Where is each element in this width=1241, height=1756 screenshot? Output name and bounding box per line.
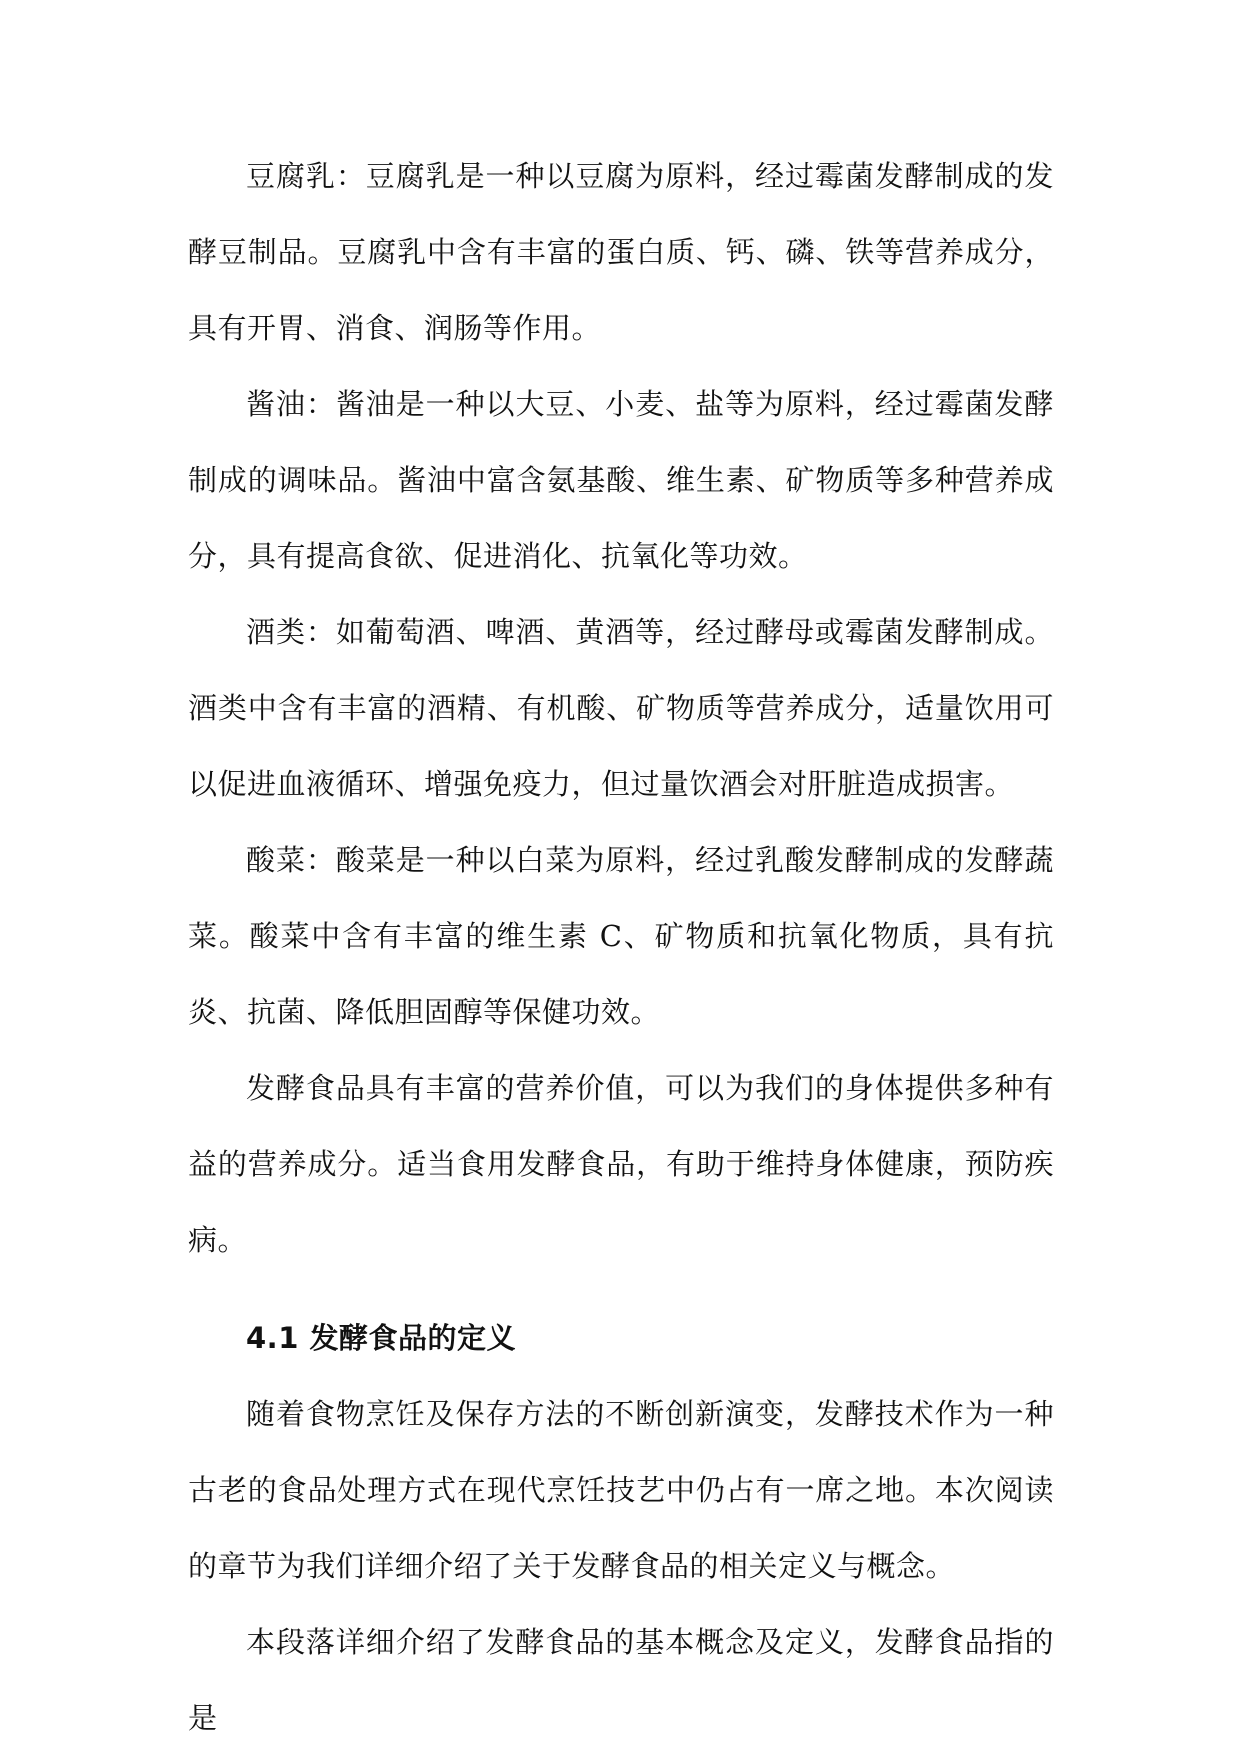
paragraph-alcohol: 酒类：如葡萄酒、啤酒、黄酒等，经过酵母或霉菌发酵制成。酒类中含有丰富的酒精、有机酸、矿物质等营养成分，适量饮用可以促进血液循环、增强免疫力，但过量饮酒会对肝脏造成损害。	[188, 615, 1054, 801]
document-body	[188, 138, 1054, 1756]
paragraph-definition: 本段落详细介绍了发酵食品的基本概念及定义，发酵食品指的是	[188, 1625, 1054, 1735]
paragraph-intro: 随着食物烹饪及保存方法的不断创新演变，发酵技术作为一种古老的食品处理方式在现代烹饪技艺中仍占有一席之地。本次阅读的章节为我们详细介绍了关于发酵食品的相关定义与概念。	[188, 1397, 1054, 1583]
section-heading: 4.1 发酵食品的定义	[246, 1321, 516, 1355]
paragraph-soy-sauce: 酱油：酱油是一种以大豆、小麦、盐等为原料，经过霉菌发酵制成的调味品。酱油中富含氨基酸、维生素、矿物质等多种营养成分，具有提高食欲、促进消化、抗氧化等功效。	[188, 387, 1054, 573]
paragraph-fermented-tofu: 豆腐乳：豆腐乳是一种以豆腐为原料，经过霉菌发酵制成的发酵豆制品。豆腐乳中含有丰富的蛋白质、钙、磷、铁等营养成分，具有开胃、消食、润肠等作用。	[188, 159, 1054, 345]
paragraph-summary: 发酵食品具有丰富的营养价值，可以为我们的身体提供多种有益的营养成分。适当食用发酵食品，有助于维持身体健康，预防疾病。	[188, 1071, 1054, 1257]
paragraph-sauerkraut: 酸菜：酸菜是一种以白菜为原料，经过乳酸发酵制成的发酵蔬菜。酸菜中含有丰富的维生素 C、矿物质和抗氧化物质，具有抗炎、抗菌、降低胆固醇等保健功效。	[188, 843, 1054, 1029]
